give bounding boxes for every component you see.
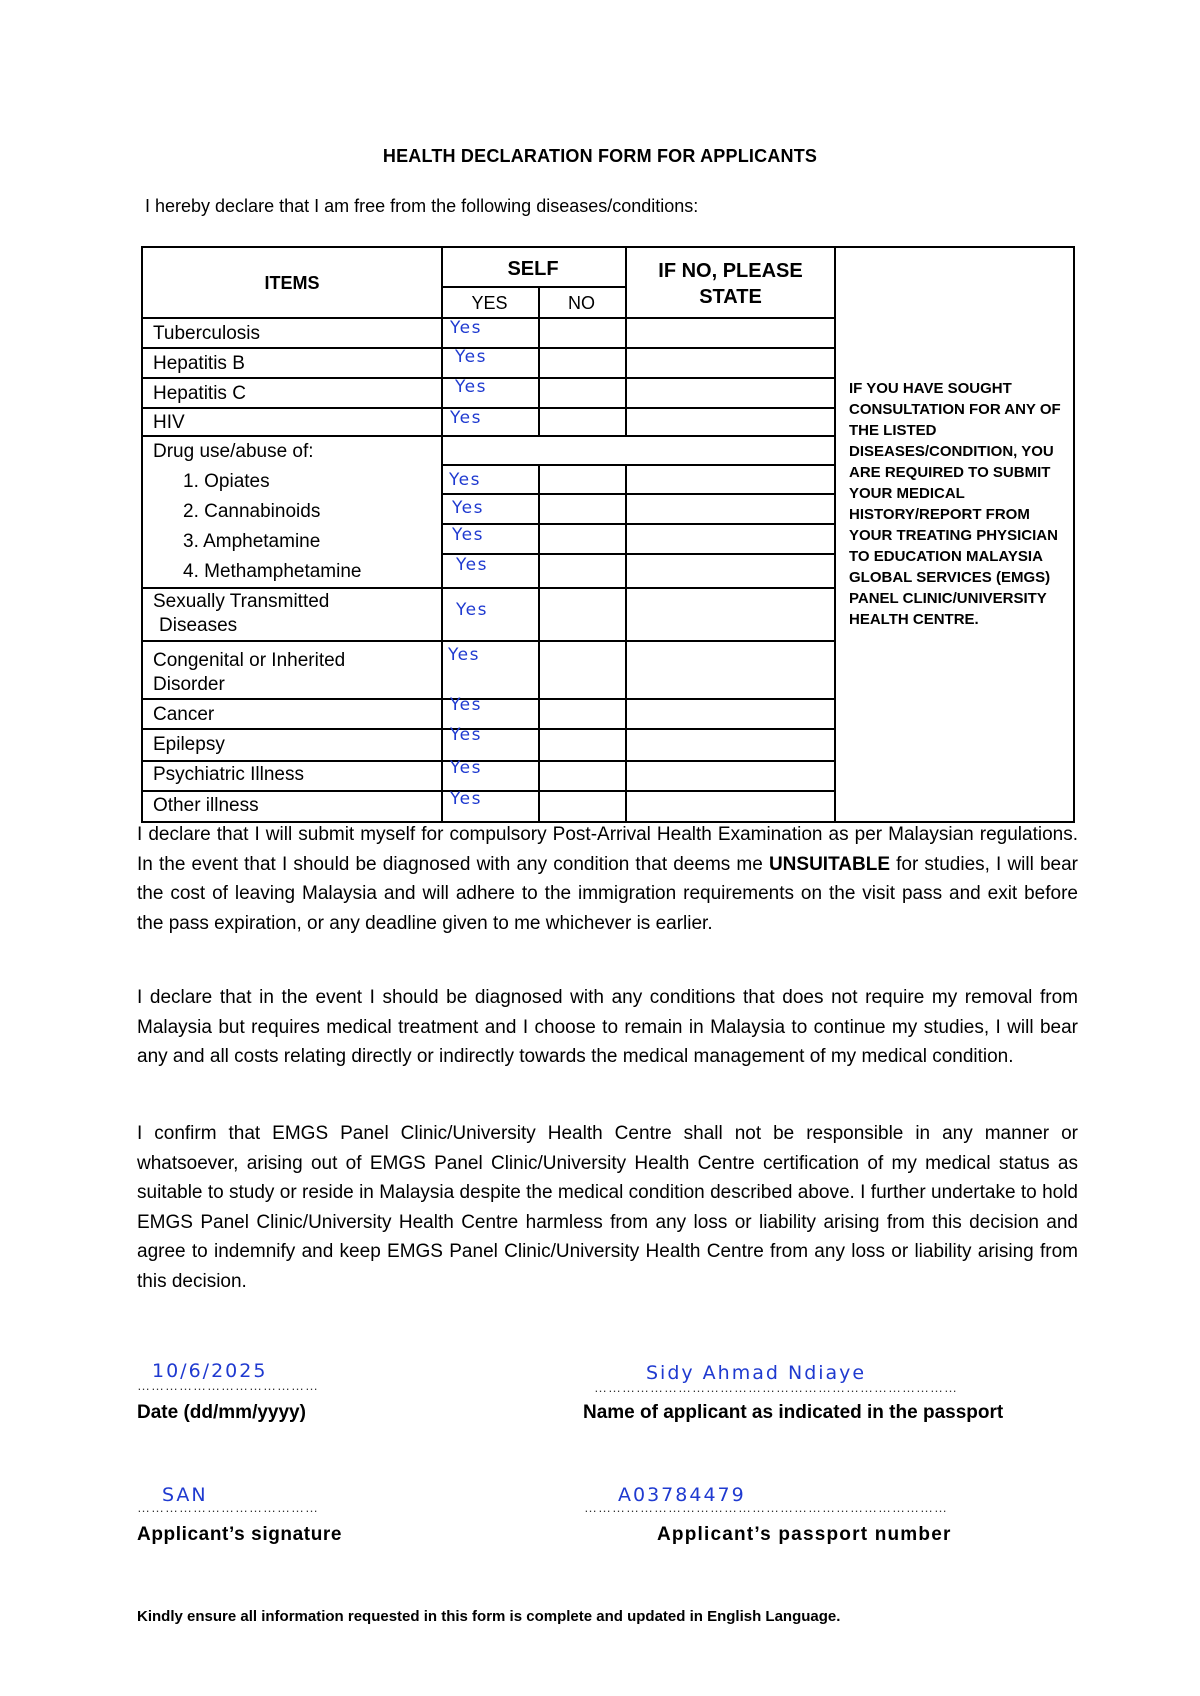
- date-label: Date (dd/mm/yyyy): [137, 1402, 306, 1423]
- name-dots: ……………………………………………………………………: [594, 1380, 958, 1395]
- answer-hiv[interactable]: Yes: [450, 408, 482, 428]
- name-value[interactable]: Sidy Ahmad Ndiaye: [646, 1362, 867, 1384]
- signature-label: Applicant’s signature: [137, 1524, 343, 1545]
- header-items: ITEMS: [264, 273, 320, 293]
- answer-other[interactable]: Yes: [450, 789, 482, 809]
- passport-value[interactable]: A03784479: [618, 1484, 746, 1506]
- item-opiates: 1. Opiates: [183, 471, 270, 492]
- header-state-line1: IF NO, PLEASE: [658, 260, 803, 282]
- header-yes: YES: [471, 293, 508, 313]
- item-sti-line2: Diseases: [159, 615, 238, 636]
- name-label: Name of applicant as indicated in the passport: [583, 1402, 1004, 1423]
- answer-methamphetamine[interactable]: Yes: [456, 555, 488, 575]
- answer-cannabinoids[interactable]: Yes: [452, 498, 484, 518]
- answer-hepatitis-b[interactable]: Yes: [455, 347, 487, 367]
- item-psychiatric: Psychiatric Illness: [153, 764, 304, 785]
- item-methamphetamine: 4. Methamphetamine: [183, 561, 362, 582]
- passport-label: Applicant’s passport number: [657, 1524, 952, 1545]
- item-sti-line1: Sexually Transmitted: [153, 591, 330, 612]
- item-congenital-line1: Congenital or Inherited: [153, 650, 346, 671]
- answer-tuberculosis[interactable]: Yes: [450, 318, 482, 338]
- item-other: Other illness: [153, 795, 259, 816]
- answer-amphetamine[interactable]: Yes: [452, 525, 484, 545]
- p1-unsuitable: UNSUITABLE: [768, 853, 890, 875]
- item-amphetamine: 3. Amphetamine: [183, 531, 321, 552]
- header-no: NO: [568, 293, 595, 313]
- answer-psychiatric[interactable]: Yes: [450, 758, 482, 778]
- signature-value[interactable]: SAN: [162, 1484, 208, 1506]
- item-cannabinoids: 2. Cannabinoids: [183, 501, 321, 522]
- intro-text: I hereby declare that I am free from the following diseases/conditions:: [145, 196, 699, 216]
- answer-epilepsy[interactable]: Yes: [450, 725, 482, 745]
- declaration-paragraph-2: I declare that in the event I should be diagnosed with any conditions that does not require my removal from Malaysia but requires medical treatment and I choose to remain in Malaysia to continue my studies, I will bear any and all costs relating directly or indirectly towards the medical management of my medical condition.: [137, 987, 1078, 1067]
- answer-congenital[interactable]: Yes: [448, 645, 480, 665]
- item-hiv: HIV: [153, 412, 185, 433]
- declaration-paragraph-1: [137, 820, 1078, 938]
- header-self: SELF: [507, 258, 559, 280]
- p1-text-after: for studies, I will bear the cost of leaving Malaysia and will adhere to the immigration requirements on the visit pass and exit before the pass expiration, or any deadline given to me whichever is earlier.: [137, 853, 1078, 934]
- answer-opiates[interactable]: Yes: [449, 470, 481, 490]
- p1-text-before: I declare that I will submit myself for compulsory Post-Arrival Health Examination as per Malaysian regulations. In the event that I should be diagnosed with any condition that deems me: [137, 824, 1078, 875]
- item-congenital: [153, 649, 345, 697]
- item-hepatitis-b: Hepatitis B: [153, 353, 245, 374]
- item-sti: [153, 590, 329, 638]
- date-dots: …………………………………: [137, 1378, 319, 1393]
- answer-hepatitis-c[interactable]: Yes: [455, 377, 487, 397]
- item-cancer: Cancer: [153, 704, 215, 725]
- item-congenital-line2: Disorder: [153, 674, 225, 695]
- date-value[interactable]: 10/6/2025: [152, 1360, 268, 1382]
- health-declaration-table: [141, 246, 1075, 823]
- footer-note: Kindly ensure all information requested in this form is complete and updated in English Language.: [137, 1608, 841, 1625]
- header-if-no-state: [627, 258, 834, 310]
- item-epilepsy: Epilepsy: [153, 734, 225, 755]
- item-hepatitis-c: Hepatitis C: [153, 383, 246, 404]
- signature-dots: …………………………………: [137, 1500, 319, 1515]
- header-state-line2: STATE: [699, 286, 762, 308]
- item-tuberculosis: Tuberculosis: [153, 323, 261, 344]
- item-drug-use: Drug use/abuse of:: [153, 441, 314, 462]
- answer-cancer[interactable]: Yes: [450, 695, 482, 715]
- form-title: HEALTH DECLARATION FORM FOR APPLICANTS: [382, 146, 818, 166]
- answer-sti[interactable]: Yes: [456, 600, 488, 620]
- consultation-note: IF YOU HAVE SOUGHT CONSULTATION FOR ANY OF THE LISTED DISEASES/CONDITION, YOU ARE REQUIRED TO SUBMIT YOUR MEDICAL HISTORY/REPORT FROM YOUR TREATING PHYSICIAN TO EDUCATION MALAYSIA GLOBAL SERVICES (EMGS) PANEL CLINIC/UNIVERSITY HEALTH CENTRE.: [849, 380, 1061, 628]
- declaration-paragraph-3: I confirm that EMGS Panel Clinic/University Health Centre shall not be responsible in any manner or whatsoever, arising out of EMGS Panel Clinic/University Health Centre certification of my medical status as suitable to study or reside in Malaysia despite the medical condition described above. I further undertake to hold EMGS Panel Clinic/University Health Centre harmless from any loss or liability arising from this decision and agree to indemnify and keep EMGS Panel Clinic/University Health Centre from any loss or liability arising from this decision.: [137, 1123, 1078, 1292]
- passport-dots: ……………………………………………………………………: [584, 1500, 948, 1515]
